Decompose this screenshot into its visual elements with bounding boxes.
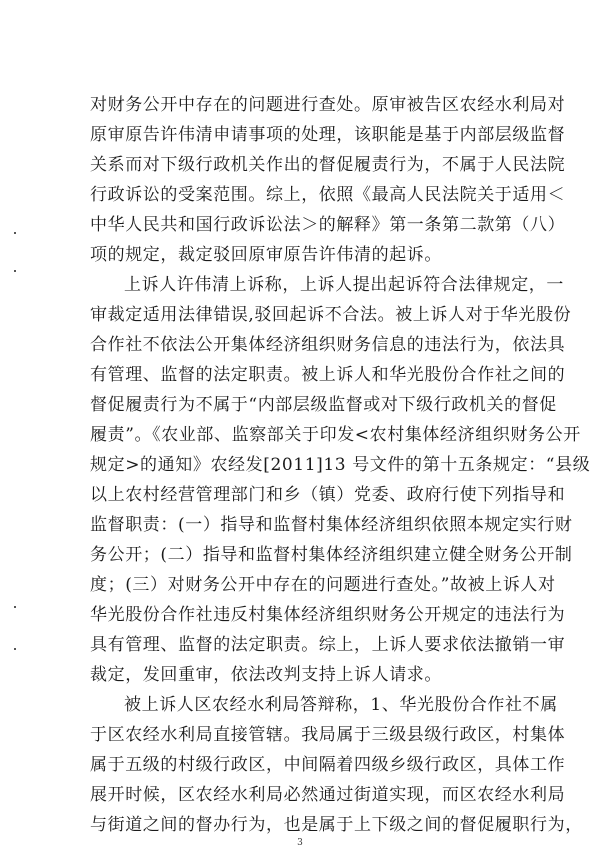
text-line: 有管理、监督的法定职责。被上诉人和华光股份合作社之间的 xyxy=(90,365,566,385)
text-line: 合作社不依法公开集体经济组织财务信息的违法行为，依法具 xyxy=(90,335,566,355)
margin-mark xyxy=(14,270,16,272)
text-line: 具有管理、监督的法定职责。综上，上诉人要求依法撤销一审 xyxy=(90,635,566,655)
text-line: 于区农经水利局直接管辖。我局属于三级县级行政区，村集体 xyxy=(90,725,566,745)
margin-mark xyxy=(14,232,16,234)
paragraph-first-line: 被上诉人区农经水利局答辩称，1、华光股份合作社不属 xyxy=(124,695,558,715)
text-line: 关系而对下级行政机关作出的督促履责行为，不属于人民法院 xyxy=(90,155,566,175)
text-line: 行政诉讼的受案范围。综上，依照《最高人民法院关于适用＜ xyxy=(90,185,566,205)
text-line: 以上农村经营管理部门和乡（镇）党委、政府行使下列指导和 xyxy=(90,485,566,505)
text-line: 对财务公开中存在的问题进行查处。原审被告区农经水利局对 xyxy=(90,95,566,115)
margin-mark xyxy=(14,606,16,608)
text-line: 务公开；(二）指导和监督村集体经济组织建立健全财务公开制 xyxy=(90,545,573,565)
text-line: 与街道之间的督办行为，也是属于上下级之间的督促履职行为， xyxy=(90,815,583,835)
margin-mark xyxy=(14,648,16,650)
text-line: 项的规定，裁定驳回原审原告许伟清的起诉。 xyxy=(90,245,442,265)
text-line: 审裁定适用法律错误,驳回起诉不合法。被上诉人对于华光股份 xyxy=(90,305,572,325)
text-line: 华光股份合作社违反村集体经济组织财务公开规定的违法行为 xyxy=(90,605,566,625)
text-line: 中华人民共和国行政诉讼法＞的解释》第一条第二款第（八） xyxy=(90,215,566,235)
text-line: 属于五级的村级行政区，中间隔着四级乡级行政区，具体工作 xyxy=(90,755,566,775)
text-line: 督促履责行为不属于“内部层级监督或对下级行政机关的督促 xyxy=(90,395,557,415)
text-line: 裁定，发回重审，依法改判支持上诉人请求。 xyxy=(90,665,442,685)
text-line: 监督职责：(一）指导和监督村集体经济组织依照本规定实行财 xyxy=(90,515,573,535)
text-line: 履责”。《农业部、监察部关于印发<农村集体经济组织财务公开 xyxy=(90,425,581,445)
text-line: 度；(三）对财务公开中存在的问题进行查处。”故被上诉人对 xyxy=(90,575,556,595)
text-line: 展开时候，区农经水利局必然通过街道实现，而区农经水利局 xyxy=(90,785,566,805)
text-line: 规定>的通知》农经发[2011]13 号文件的第十五条规定：“县级 xyxy=(90,455,591,475)
paragraph-first-line: 上诉人许伟清上诉称，上诉人提出起诉符合法律规定，一 xyxy=(124,275,564,295)
page-number: 3 xyxy=(297,838,303,848)
text-line: 原审原告许伟清申请事项的处理，该职能是基于内部层级监督 xyxy=(90,125,566,145)
